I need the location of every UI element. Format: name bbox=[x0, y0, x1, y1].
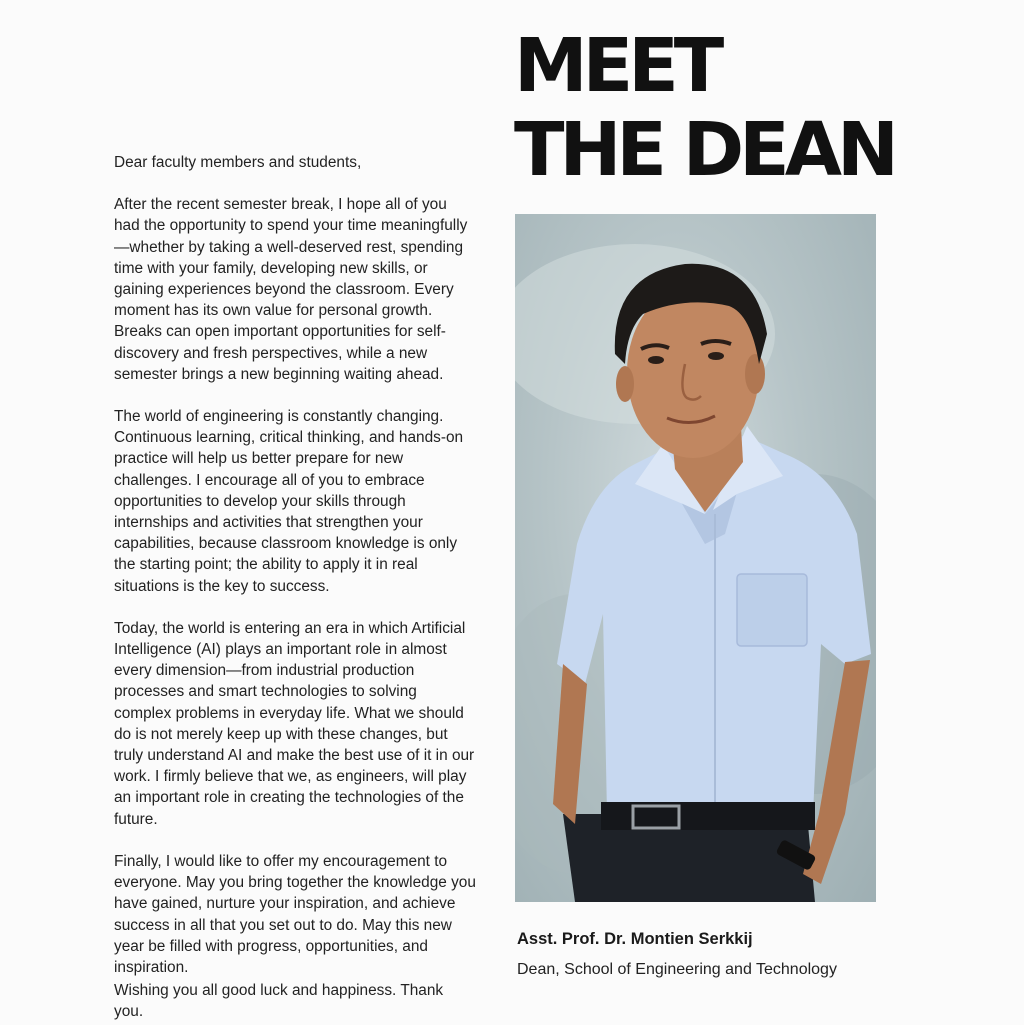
dean-title: Dean, School of Engineering and Technology bbox=[517, 961, 837, 978]
letter-paragraph-4: Finally, I would like to offer my encouragement to everyone. May you bring together the knowledge you have gained, nurture your inspiration, and achieve success in all that you set out to do. May this new year be filled with progress, opportunities, and inspiration. bbox=[114, 852, 476, 976]
letter-greeting: Dear faculty members and students, bbox=[114, 154, 362, 171]
dean-portrait-illustration bbox=[515, 214, 876, 902]
page-title bbox=[514, 24, 894, 192]
dean-letter bbox=[114, 152, 476, 1025]
dean-name: Asst. Prof. Dr. Montien Serkkij bbox=[517, 930, 753, 948]
letter-closing: Wishing you all good luck and happiness. Thank you. bbox=[114, 982, 444, 1021]
letter-paragraph-1: After the recent semester break, I hope all of you had the opportunity to spend your time meaningfully—whether by taking a well-deserved rest, spending time with your family, developing new skills, or gaining experiences beyond the classroom. Every moment has its own value for personal growth. Breaks can open important opportunities for self-discovery and fresh perspectives, while a new semester brings a new beginning waiting ahead. bbox=[114, 196, 468, 383]
title-line-2: THE DEAN bbox=[514, 107, 894, 193]
letter-paragraph-2: The world of engineering is constantly changing. Continuous learning, critical thinking, and hands-on practice will help us better prepare for new challenges. I encourage all of you to embrace opportunities to develop your skills through internships and activities that strengthen your capabilities, because classroom knowledge is only the starting point; the ability to apply it in real situations is the key to success. bbox=[114, 408, 464, 595]
title-line-1: MEET bbox=[514, 23, 720, 109]
dean-portrait-photo bbox=[515, 214, 876, 902]
letter-paragraph-3: Today, the world is entering an era in which Artificial Intelligence (AI) plays an important role in almost every dimension—from industrial production processes and smart technologies to solving complex problems in everyday life. What we should do is not merely keep up with these changes, but truly understand AI and make the best use of it in our work. I firmly believe that we, as engineers, will play an important role in creating the technologies of the future. bbox=[114, 619, 475, 828]
